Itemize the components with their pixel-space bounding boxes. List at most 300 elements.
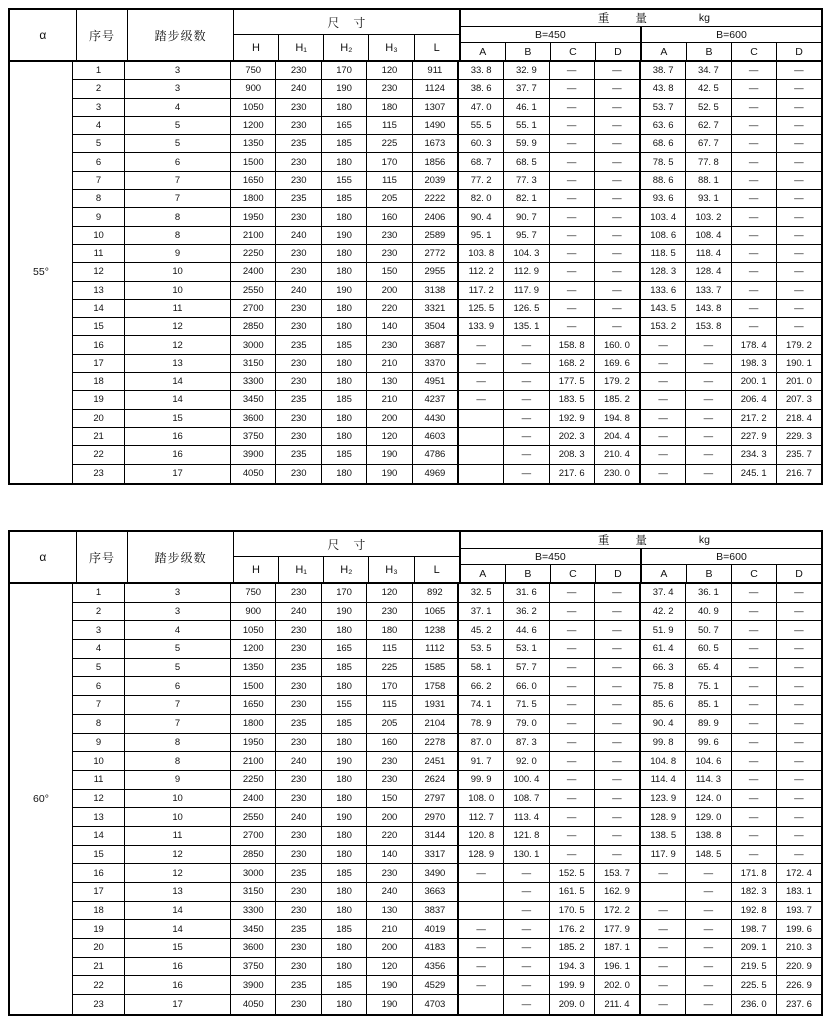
weight-cell: — bbox=[459, 864, 504, 882]
steps-cell: 7 bbox=[125, 696, 231, 714]
table-row bbox=[73, 153, 821, 171]
weight-cell: 77. 8 bbox=[686, 153, 731, 170]
dimension-cells bbox=[231, 920, 457, 938]
weight-cell: — bbox=[595, 263, 641, 280]
weight-cell: 179. 2 bbox=[785, 339, 812, 351]
weight-cells bbox=[457, 621, 821, 639]
weight-cell: — bbox=[686, 446, 731, 463]
weight-cell: 77. 2 bbox=[459, 172, 504, 189]
steps-cell: 12 bbox=[125, 846, 231, 864]
weight-cell: 230. 0 bbox=[595, 465, 641, 483]
weight-group-header bbox=[459, 10, 821, 60]
steps-cell: 10 bbox=[125, 808, 231, 826]
dimension-cells bbox=[231, 584, 457, 602]
dim-col-header-l: L bbox=[433, 41, 440, 54]
table-row bbox=[73, 939, 821, 958]
weight-cell: — bbox=[595, 696, 641, 714]
dim-cell: 230 bbox=[276, 640, 321, 658]
weight-cell: — bbox=[732, 300, 777, 317]
steps-cell: 12 bbox=[125, 336, 231, 353]
dimension-cells bbox=[231, 939, 457, 957]
weight-cell: 196. 1 bbox=[595, 958, 641, 976]
dim-cell: 230 bbox=[276, 958, 321, 976]
weight-cell: — bbox=[550, 153, 595, 170]
weight-cell: 177. 5 bbox=[550, 373, 595, 390]
weight-col-header-c600: C bbox=[732, 43, 777, 60]
steps-cell: 13 bbox=[125, 355, 231, 372]
steps-cell: 14 bbox=[125, 391, 231, 408]
weight-cell: 52. 5 bbox=[686, 99, 731, 116]
steps-cell: 7 bbox=[125, 190, 231, 207]
dim-col-header-h3: H₃ bbox=[369, 35, 414, 60]
weight-cell: — bbox=[595, 846, 641, 864]
dim-cell: 1950 bbox=[231, 208, 276, 225]
table-row bbox=[73, 465, 821, 483]
weight-cell: — bbox=[550, 790, 595, 808]
dim-cell: 1200 bbox=[231, 117, 276, 134]
weight-cell: — bbox=[794, 811, 804, 823]
table-row bbox=[73, 659, 821, 678]
weight-cells bbox=[457, 172, 821, 189]
weight-col-header-b600: B bbox=[687, 565, 732, 582]
dim-cell: 185 bbox=[322, 864, 367, 882]
weight-cell: — bbox=[686, 939, 731, 957]
table-row bbox=[73, 135, 821, 153]
dim-cell: 190 bbox=[367, 446, 412, 463]
weight-cells bbox=[457, 227, 821, 244]
table-row bbox=[73, 190, 821, 208]
steps-cell: 17 bbox=[125, 465, 231, 483]
weight-cells bbox=[457, 373, 821, 390]
weight-cell: — bbox=[641, 373, 686, 390]
dim-cell: 160 bbox=[367, 208, 412, 225]
weight-cell bbox=[459, 883, 504, 901]
weight-cell: — bbox=[459, 976, 504, 994]
steps-cell: 7 bbox=[125, 715, 231, 733]
serial-cell: 20 bbox=[73, 939, 125, 957]
table-row bbox=[73, 245, 821, 263]
dim-cell: 900 bbox=[231, 603, 276, 621]
weight-cell: 138. 8 bbox=[686, 827, 731, 845]
weight-cell: — bbox=[504, 958, 549, 976]
table-row bbox=[73, 677, 821, 696]
serial-cell: 18 bbox=[73, 902, 125, 920]
weight-cell: 74. 1 bbox=[459, 696, 504, 714]
weight-cell: 245. 1 bbox=[732, 465, 777, 483]
weight-cells bbox=[457, 263, 821, 280]
dimension-cells bbox=[231, 659, 457, 677]
dim-cell: 4951 bbox=[424, 376, 446, 388]
dim-cell: 3900 bbox=[231, 446, 276, 463]
weight-cell: — bbox=[794, 718, 804, 730]
steps-cell: 11 bbox=[125, 827, 231, 845]
dim-cell: 230 bbox=[276, 208, 321, 225]
weight-cell: 187. 1 bbox=[595, 939, 641, 957]
weight-cells bbox=[457, 902, 821, 920]
dimension-cells bbox=[231, 336, 457, 353]
dimension-cells bbox=[231, 958, 457, 976]
weight-cell: 90. 4 bbox=[641, 715, 686, 733]
dim-cell: 240 bbox=[276, 80, 321, 97]
weight-cell: 178. 4 bbox=[732, 336, 777, 353]
weight-cell: — bbox=[641, 920, 686, 938]
weight-cell: 179. 2 bbox=[595, 373, 641, 390]
weight-cell: 172. 2 bbox=[595, 902, 641, 920]
dim-cell: 2250 bbox=[231, 245, 276, 262]
weight-cell: 108. 4 bbox=[686, 227, 731, 244]
weight-cell: 59. 9 bbox=[504, 135, 549, 152]
weight-cell: 210. 3 bbox=[785, 942, 812, 954]
weight-cell: 198. 3 bbox=[732, 355, 777, 372]
dimension-cells bbox=[231, 80, 457, 97]
weight-cell: 44. 6 bbox=[504, 621, 549, 639]
dim-cell: 210 bbox=[367, 391, 412, 408]
weight-cell: 226. 9 bbox=[785, 979, 812, 991]
weight-cell: — bbox=[686, 864, 731, 882]
weight-col-header-c450: C bbox=[551, 43, 596, 60]
dimension-cells bbox=[231, 864, 457, 882]
dim-cell: 230 bbox=[367, 80, 412, 97]
weight-cell: — bbox=[732, 80, 777, 97]
dim-cell: 230 bbox=[276, 62, 321, 79]
dim-cell: 190 bbox=[367, 976, 412, 994]
dim-cell: 230 bbox=[367, 245, 412, 262]
dimension-cells bbox=[231, 300, 457, 317]
dim-cell: 240 bbox=[276, 227, 321, 244]
weight-cell: — bbox=[732, 318, 777, 335]
weight-cells bbox=[457, 827, 821, 845]
weight-cell: 93. 6 bbox=[641, 190, 686, 207]
weight-cell: 210. 4 bbox=[595, 446, 641, 463]
dim-cell: 2250 bbox=[231, 771, 276, 789]
dim-col-header-h: H bbox=[234, 35, 279, 60]
weight-col-header-a450: A bbox=[461, 565, 506, 582]
weight-cell: 123. 9 bbox=[641, 790, 686, 808]
weight-cell: 104. 6 bbox=[686, 752, 731, 770]
weight-cell: 42. 5 bbox=[686, 80, 731, 97]
dim-cell: 190 bbox=[322, 752, 367, 770]
weight-cell: — bbox=[732, 62, 777, 79]
weight-cell: 234. 3 bbox=[732, 446, 777, 463]
weight-cell: 133. 9 bbox=[459, 318, 504, 335]
table-row bbox=[73, 227, 821, 245]
weight-cell: 200. 1 bbox=[732, 373, 777, 390]
weight-cells bbox=[457, 465, 821, 483]
weight-cell: — bbox=[550, 808, 595, 826]
weight-cell: 37. 4 bbox=[641, 584, 686, 602]
weight-cell: — bbox=[732, 659, 777, 677]
weight-b450-header: B=450 bbox=[461, 27, 642, 42]
weight-col-header-d450: D bbox=[596, 43, 642, 60]
dim-col-header-h2: H₂ bbox=[324, 557, 369, 582]
weight-cell: 206. 4 bbox=[732, 391, 777, 408]
dimension-cells bbox=[231, 976, 457, 994]
weight-cells bbox=[457, 355, 821, 372]
steps-cell: 14 bbox=[125, 920, 231, 938]
weight-cell: 192. 9 bbox=[550, 410, 595, 427]
dimension-cells bbox=[231, 373, 457, 390]
table-row bbox=[73, 864, 821, 883]
dim-cell: 3837 bbox=[424, 905, 446, 917]
serial-cell: 11 bbox=[73, 245, 125, 262]
steps-cell: 8 bbox=[125, 208, 231, 225]
weight-cell: 67. 7 bbox=[686, 135, 731, 152]
weight-cells bbox=[457, 428, 821, 445]
weight-cell bbox=[459, 428, 504, 445]
dim-cell: 4356 bbox=[424, 961, 446, 973]
weight-cell: 55. 5 bbox=[459, 117, 504, 134]
weight-cell: 90. 4 bbox=[459, 208, 504, 225]
dim-cell: 235 bbox=[276, 976, 321, 994]
dim-cell: 3663 bbox=[424, 886, 446, 898]
weight-cell: 36. 2 bbox=[504, 603, 549, 621]
serial-cell: 4 bbox=[73, 640, 125, 658]
weight-cells bbox=[457, 659, 821, 677]
serial-cell: 14 bbox=[73, 827, 125, 845]
dim-cell: 3317 bbox=[424, 848, 446, 860]
dimension-cells bbox=[231, 391, 457, 408]
dim-cell: 1500 bbox=[231, 153, 276, 170]
dim-cell: 170 bbox=[322, 62, 367, 79]
weight-cell: 66. 0 bbox=[504, 677, 549, 695]
dim-cell: 4050 bbox=[231, 465, 276, 483]
steps-cell: 6 bbox=[125, 677, 231, 695]
weight-cell: — bbox=[595, 603, 641, 621]
steps-cell: 4 bbox=[125, 621, 231, 639]
dim-cell: 3687 bbox=[424, 339, 446, 351]
weight-cell: — bbox=[595, 80, 641, 97]
table-row bbox=[73, 410, 821, 428]
serial-cell: 11 bbox=[73, 771, 125, 789]
weight-cell: — bbox=[732, 282, 777, 299]
dim-cell: 180 bbox=[322, 958, 367, 976]
weight-cell: 177. 9 bbox=[595, 920, 641, 938]
table-row bbox=[73, 790, 821, 809]
dimension-cells bbox=[231, 410, 457, 427]
dim-col-header-h: H bbox=[234, 557, 279, 582]
dim-cell: 230 bbox=[367, 771, 412, 789]
dim-cell: 230 bbox=[276, 300, 321, 317]
weight-cell: — bbox=[595, 677, 641, 695]
weight-cells bbox=[457, 135, 821, 152]
weight-cell: — bbox=[641, 465, 686, 483]
dimension-cells bbox=[231, 428, 457, 445]
weight-cell: 124. 0 bbox=[686, 790, 731, 808]
weight-cell: 60. 3 bbox=[459, 135, 504, 152]
dim-cell: 150 bbox=[367, 790, 412, 808]
dim-cell: 1856 bbox=[424, 156, 446, 168]
dim-cell: 170 bbox=[367, 153, 412, 170]
dim-cell: 165 bbox=[322, 117, 367, 134]
dim-cell: 205 bbox=[367, 715, 412, 733]
weight-cell: 88. 1 bbox=[686, 172, 731, 189]
weight-cell: — bbox=[595, 172, 641, 189]
dim-cell: 190 bbox=[322, 282, 367, 299]
weight-cells bbox=[457, 864, 821, 882]
weight-cell: — bbox=[550, 208, 595, 225]
weight-cell: 87. 3 bbox=[504, 734, 549, 752]
weight-cell: — bbox=[550, 827, 595, 845]
dimension-cells bbox=[231, 99, 457, 116]
dimension-cells bbox=[231, 318, 457, 335]
dim-cell: 140 bbox=[367, 846, 412, 864]
table-row bbox=[73, 373, 821, 391]
dim-cell: 190 bbox=[367, 465, 412, 483]
dim-cell: 1065 bbox=[424, 606, 446, 618]
weight-label: 重量 bbox=[597, 535, 673, 547]
dim-cell: 1650 bbox=[231, 172, 276, 189]
weight-cell: — bbox=[550, 263, 595, 280]
weight-cell: — bbox=[641, 864, 686, 882]
weight-cell: — bbox=[794, 211, 804, 223]
dim-cell: 1350 bbox=[231, 135, 276, 152]
weight-cell: — bbox=[504, 391, 549, 408]
steps-header: 踏步级数 bbox=[128, 532, 233, 582]
weight-cell: 92. 0 bbox=[504, 752, 549, 770]
dim-cell: 230 bbox=[276, 99, 321, 116]
dim-cell: 2039 bbox=[424, 174, 446, 186]
dim-cell: 2550 bbox=[231, 282, 276, 299]
dimension-cells bbox=[231, 883, 457, 901]
weight-cell: 135. 1 bbox=[504, 318, 549, 335]
dim-cell: 235 bbox=[276, 659, 321, 677]
weight-cell: 104. 8 bbox=[641, 752, 686, 770]
dimension-cells bbox=[231, 846, 457, 864]
weight-cell: 220. 9 bbox=[785, 961, 812, 973]
dimension-cells bbox=[231, 902, 457, 920]
weight-cell: — bbox=[550, 227, 595, 244]
weight-cell: — bbox=[732, 245, 777, 262]
dim-cell: 1800 bbox=[231, 190, 276, 207]
weight-cell: — bbox=[595, 318, 641, 335]
weight-cell: 133. 6 bbox=[641, 282, 686, 299]
weight-cells bbox=[457, 336, 821, 353]
weight-cell: — bbox=[595, 640, 641, 658]
weight-cell: 87. 0 bbox=[459, 734, 504, 752]
dim-cell: 240 bbox=[276, 603, 321, 621]
weight-cell bbox=[459, 410, 504, 427]
weight-cell: 128. 9 bbox=[459, 846, 504, 864]
weight-cell: — bbox=[794, 65, 804, 77]
dim-cell: 230 bbox=[276, 677, 321, 695]
weight-col-header-d600: D bbox=[795, 45, 803, 58]
weight-cell: 182. 3 bbox=[732, 883, 777, 901]
weight-cell: — bbox=[595, 771, 641, 789]
weight-cell: — bbox=[794, 321, 804, 333]
dimension-cells bbox=[231, 995, 457, 1014]
serial-cell: 21 bbox=[73, 428, 125, 445]
weight-cell: — bbox=[595, 790, 641, 808]
weight-cell: — bbox=[595, 734, 641, 752]
dim-cell: 4019 bbox=[424, 923, 446, 935]
weight-cell: 93. 1 bbox=[686, 190, 731, 207]
dim-cell: 190 bbox=[367, 995, 412, 1014]
weight-cell: 88. 6 bbox=[641, 172, 686, 189]
weight-cell: — bbox=[550, 621, 595, 639]
weight-cell: 104. 3 bbox=[504, 245, 549, 262]
weight-cell: — bbox=[459, 336, 504, 353]
table-row bbox=[73, 208, 821, 226]
weight-cell: — bbox=[550, 318, 595, 335]
weight-cell: — bbox=[641, 902, 686, 920]
weight-cell: 108. 7 bbox=[504, 790, 549, 808]
serial-cell: 7 bbox=[73, 696, 125, 714]
table-row bbox=[73, 428, 821, 446]
dim-cell: 2222 bbox=[424, 193, 446, 205]
weight-cell: 58. 1 bbox=[459, 659, 504, 677]
dim-cell: 230 bbox=[276, 373, 321, 390]
weight-cells bbox=[457, 939, 821, 957]
weight-cell: — bbox=[794, 736, 804, 748]
weight-cells bbox=[457, 190, 821, 207]
dim-cell: 230 bbox=[276, 318, 321, 335]
dimension-cells bbox=[231, 355, 457, 372]
weight-cell: — bbox=[686, 995, 731, 1014]
weight-cell: — bbox=[732, 715, 777, 733]
weight-cell: — bbox=[794, 101, 804, 113]
weight-cell: 217. 2 bbox=[732, 410, 777, 427]
weight-cell: 85. 1 bbox=[686, 696, 731, 714]
steps-cell: 8 bbox=[125, 734, 231, 752]
dim-cell: 2797 bbox=[424, 792, 446, 804]
dim-cell: 4786 bbox=[424, 449, 446, 461]
dim-cell: 2406 bbox=[424, 211, 446, 223]
weight-cell: — bbox=[550, 300, 595, 317]
serial-cell: 5 bbox=[73, 135, 125, 152]
steps-cell: 13 bbox=[125, 883, 231, 901]
steps-cell: 15 bbox=[125, 410, 231, 427]
weight-cell: 32. 9 bbox=[504, 62, 549, 79]
dim-cell: 3150 bbox=[231, 883, 276, 901]
weight-cell: — bbox=[732, 640, 777, 658]
serial-cell: 10 bbox=[73, 227, 125, 244]
dimension-cells bbox=[231, 752, 457, 770]
dim-cell: 1050 bbox=[231, 99, 276, 116]
dimension-cells bbox=[231, 172, 457, 189]
weight-cell: — bbox=[794, 624, 804, 636]
weight-cell: 194. 8 bbox=[595, 410, 641, 427]
weight-cell: — bbox=[686, 391, 731, 408]
serial-cell: 17 bbox=[73, 355, 125, 372]
dim-cell: 180 bbox=[322, 939, 367, 957]
dim-cell: 230 bbox=[276, 995, 321, 1014]
dim-cell: 4183 bbox=[424, 942, 446, 954]
table-row bbox=[73, 99, 821, 117]
serial-cell: 17 bbox=[73, 883, 125, 901]
weight-cell: — bbox=[794, 266, 804, 278]
weight-col-subheaders bbox=[461, 43, 821, 60]
dim-cell: 3900 bbox=[231, 976, 276, 994]
dim-cell: 230 bbox=[276, 846, 321, 864]
dim-cell: 190 bbox=[322, 603, 367, 621]
serial-cell: 15 bbox=[73, 846, 125, 864]
weight-cell: — bbox=[595, 752, 641, 770]
weight-cell: 169. 6 bbox=[595, 355, 641, 372]
weight-cell: — bbox=[595, 227, 641, 244]
dim-cell: 1200 bbox=[231, 640, 276, 658]
dim-cell: 240 bbox=[276, 282, 321, 299]
weight-cell: 114. 4 bbox=[641, 771, 686, 789]
weight-cell: 204. 4 bbox=[595, 428, 641, 445]
weight-cell: — bbox=[641, 355, 686, 372]
weight-col-header-b450: B bbox=[506, 565, 551, 582]
dim-cell: 3300 bbox=[231, 373, 276, 390]
weight-cell: — bbox=[550, 603, 595, 621]
weight-cell: 71. 5 bbox=[504, 696, 549, 714]
dim-cell: 1238 bbox=[424, 624, 446, 636]
dim-cell: 120 bbox=[367, 62, 412, 79]
weight-cell: — bbox=[732, 677, 777, 695]
